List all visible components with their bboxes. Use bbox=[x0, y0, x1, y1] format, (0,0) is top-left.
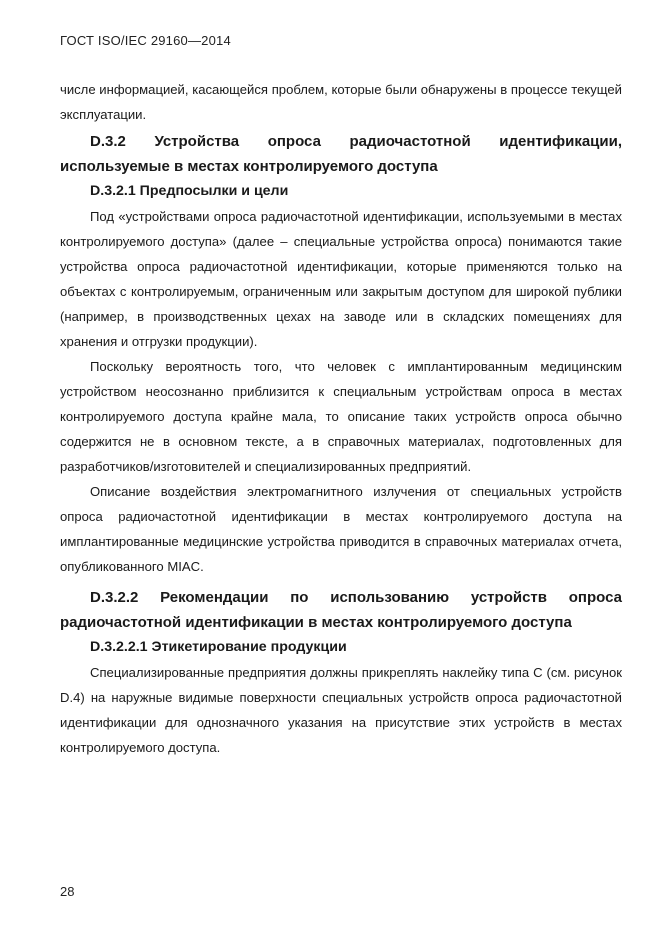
section-heading-d3221: D.3.2.2.1 Этикетирование продукции bbox=[90, 639, 347, 655]
page-number: 28 bbox=[60, 884, 75, 899]
page-content bbox=[60, 77, 622, 760]
section-heading-d32: D.3.2 Устройства опроса радиочастотной идентификации, используемые в местах контролируемого доступа bbox=[60, 133, 622, 175]
running-header: ГОСТ ISO/IEC 29160—2014 bbox=[60, 33, 231, 48]
body-paragraph-4: Специализированные предприятия должны прикреплять наклейку типа С (см. рисунок D.4) на наружные видимые поверхности специальных устройств опроса радиочастотной идентификации для однозначного указания на присутствие этих устройств в местах контролируемого доступа. bbox=[60, 665, 622, 755]
body-paragraph-3: Описание воздействия электромагнитного излучения от специальных устройств опроса радиочастотной идентификации в местах контролируемого доступа на имплантированные медицинские устройства приводится в справочных материалах отчета, опубликованного MIAC. bbox=[60, 484, 622, 574]
intro-paragraph: числе информацией, касающейся проблем, которые были обнаружены в процессе текущей эксплуатации. bbox=[60, 82, 622, 122]
body-paragraph-2: Поскольку вероятность того, что человек с имплантированным медицинским устройством неосознанно приблизится к специальным устройствам опроса в местах контролируемого доступа крайне мала, то описание таких устройств опроса обычно содержится не в основном тексте, а в справочных материалах, подготовленных для разработчиков/изготовителей и специализированных предприятий. bbox=[60, 359, 622, 474]
section-heading-d322: D.3.2.2 Рекомендации по использованию устройств опроса радиочастотной идентификации в местах контролируемого доступа bbox=[60, 589, 622, 631]
section-heading-d321: D.3.2.1 Предпосылки и цели bbox=[90, 183, 289, 199]
body-paragraph-1: Под «устройствами опроса радиочастотной идентификации, используемыми в местах контролируемого доступа» (далее – специальные устройства опроса) понимаются такие устройства опроса радиочастотной идентификации, которые применяются только на объектах с контролируемым, ограниченным или закрытым доступом для широкой публики (например, в производственных цехах на заводе или в складских помещениях для хранения и отгрузки продукции). bbox=[60, 209, 622, 349]
